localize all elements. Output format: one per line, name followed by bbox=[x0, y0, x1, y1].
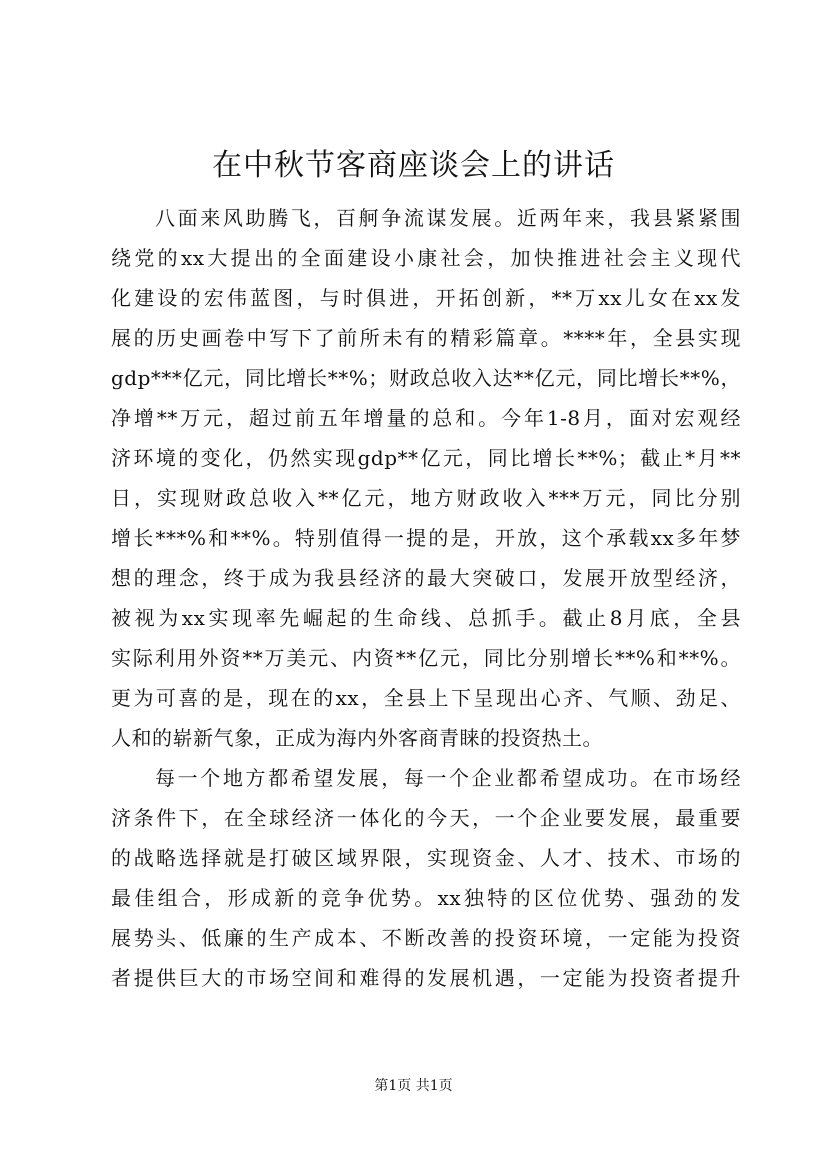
paragraph-line: 增长***%和**%。特别值得一提的是，开放，这个承载xx多年梦 bbox=[111, 526, 741, 550]
paragraph-1 bbox=[111, 198, 741, 758]
paragraph-line: 者提供巨大的市场空间和难得的发展机遇，一定能为投资者提升 bbox=[111, 966, 741, 990]
paragraph-line: 实际利用外资**万美元、内资**亿元，同比分别增长**%和**%。 bbox=[111, 646, 741, 670]
paragraph-line: 想的理念，终于成为我县经济的最大突破口，发展开放型经济， bbox=[111, 566, 741, 590]
document-title: 在中秋节客商座谈会上的讲话 bbox=[212, 148, 615, 183]
page-footer: 第1页 共1页 bbox=[374, 1078, 453, 1094]
paragraph-line: 每一个地方都希望发展，每一个企业都希望成功。在市场经 bbox=[155, 766, 741, 790]
document-body bbox=[111, 198, 741, 998]
paragraph-line: 的战略选择就是打破区域界限，实现资金、人才、技术、市场的 bbox=[111, 846, 741, 870]
paragraph-line: 被视为xx实现率先崛起的生命线、总抓手。截止8月底，全县 bbox=[111, 606, 741, 630]
paragraph-line: 济条件下，在全球经济一体化的今天，一个企业要发展，最重要 bbox=[111, 806, 741, 830]
paragraph-line: 人和的崭新气象，正成为海内外客商青睐的投资热土。 bbox=[111, 726, 603, 750]
paragraph-line: 日，实现财政总收入**亿元，地方财政收入***万元，同比分别 bbox=[111, 486, 741, 510]
paragraph-line: 展势头、低廉的生产成本、不断改善的投资环境，一定能为投资 bbox=[111, 926, 741, 950]
paragraph-line: 展的历史画卷中写下了前所未有的精彩篇章。****年，全县实现 bbox=[111, 326, 741, 350]
paragraph-line: 化建设的宏伟蓝图，与时俱进，开拓创新，**万xx儿女在xx发 bbox=[111, 286, 741, 310]
paragraph-line: 更为可喜的是，现在的xx，全县上下呈现出心齐、气顺、劲足、 bbox=[111, 686, 741, 710]
paragraph-line: gdp***亿元，同比增长**%；财政总收入达**亿元，同比增长**%， bbox=[111, 366, 741, 390]
paragraph-line: 净增**万元，超过前五年增量的总和。今年1-8月，面对宏观经 bbox=[111, 406, 741, 430]
paragraph-line: 绕党的xx大提出的全面建设小康社会，加快推进社会主义现代 bbox=[111, 246, 741, 270]
paragraph-line: 八面来风助腾飞，百舸争流谋发展。近两年来，我县紧紧围 bbox=[155, 206, 741, 230]
paragraph-2 bbox=[111, 758, 741, 998]
paragraph-line: 济环境的变化，仍然实现gdp**亿元，同比增长**%；截止*月** bbox=[111, 446, 741, 470]
paragraph-line: 最佳组合，形成新的竞争优势。xx独特的区位优势、强劲的发 bbox=[111, 886, 741, 910]
